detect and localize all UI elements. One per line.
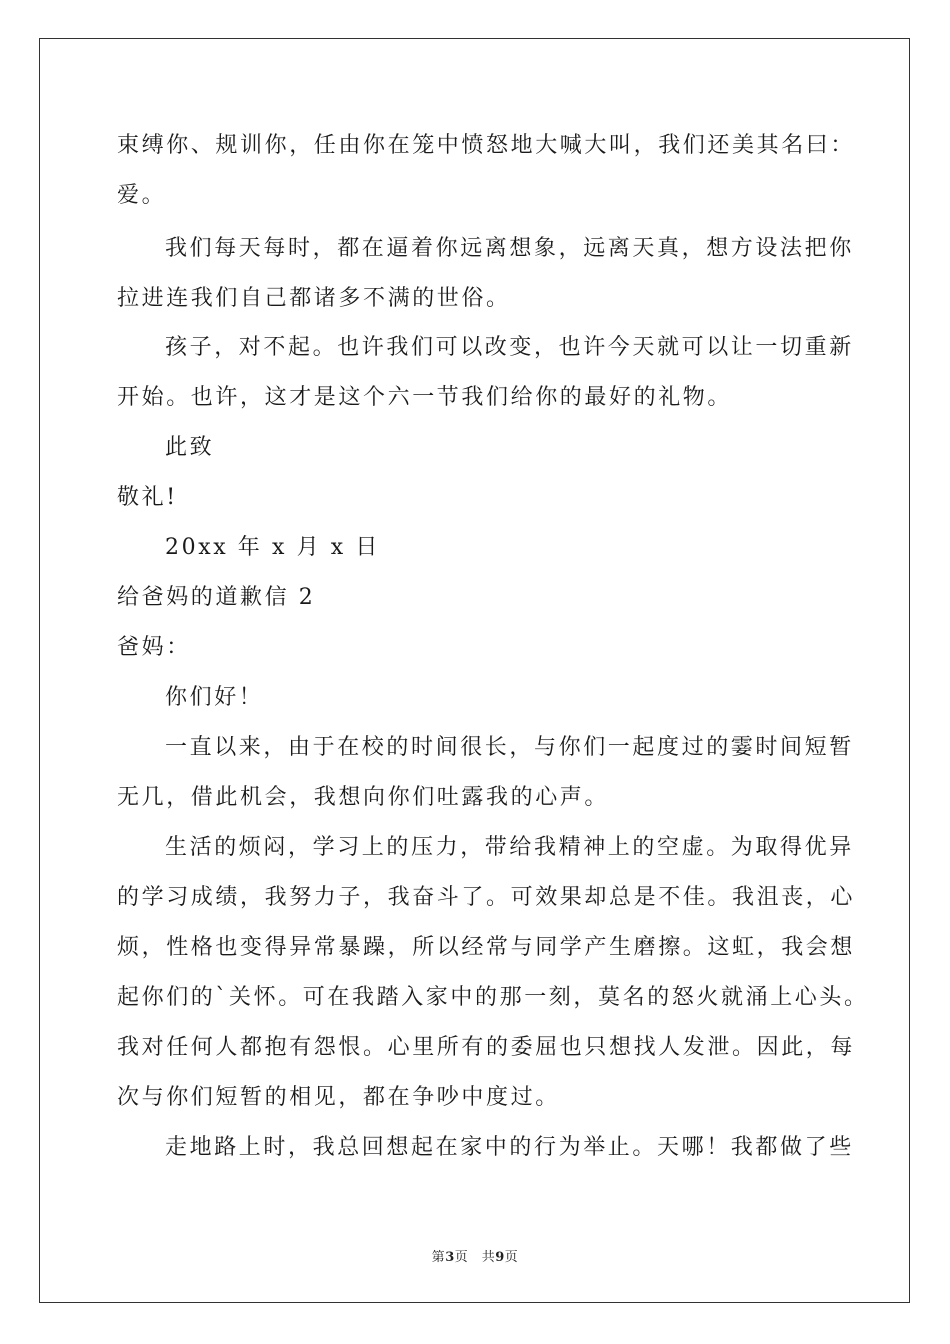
text-line: 走地路上时，我总回想起在家中的行为举止。天哪！我都做了些	[165, 1135, 854, 1160]
letter-title: 给爸妈的道歉信 2	[117, 585, 316, 610]
page-number-footer	[0, 1246, 950, 1265]
page-mid: 页 共	[454, 1250, 496, 1265]
text-line: 开始。也许，这才是这个六一节我们给你的最好的礼物。	[117, 385, 733, 410]
closing-salutation: 此致	[165, 435, 215, 460]
text-line: 无几，借此机会，我想向你们吐露我的心声。	[117, 785, 610, 810]
current-page-number: 3	[445, 1250, 455, 1265]
text-line: 爱。	[117, 183, 167, 208]
text-line: 次与你们短暂的相见，都在争吵中度过。	[117, 1085, 560, 1110]
page-prefix: 第	[431, 1250, 446, 1265]
total-page-number: 9	[495, 1250, 505, 1265]
text-line: 我们每天每时，都在逼着你远离想象，远离天真，想方设法把你	[165, 236, 854, 261]
text-line: 烦，性格也变得异常暴躁，所以经常与同学产生磨擦。这虹，我会想	[117, 935, 856, 960]
text-line: 我对任何人都抱有怨恨。心里所有的委屈也只想找人发泄。因此，每	[117, 1035, 856, 1060]
text-line: 拉进连我们自己都诸多不满的世俗。	[117, 286, 511, 311]
text-line: 一直以来，由于在校的时间很长，与你们一起度过的霎时间短暂	[165, 735, 854, 760]
text-line: 生活的烦闷，学习上的压力，带给我精神上的空虚。为取得优异	[165, 835, 854, 860]
text-line: 孩子，对不起。也许我们可以改变，也许今天就可以让一切重新	[165, 335, 854, 360]
letter-greeting: 爸妈：	[117, 635, 191, 660]
closing-regards: 敬礼!	[117, 485, 178, 510]
text-line: 束缚你、规训你，任由你在笼中愤怒地大喊大叫，我们还美其名曰：	[117, 133, 856, 158]
text-line: 起你们的`关怀。可在我踏入家中的那一刻，莫名的怒火就涌上心头。	[117, 985, 869, 1010]
text-line: 你们好！	[165, 685, 264, 710]
letter-date: 20xx 年 x 月 x 日	[165, 535, 380, 560]
text-line: 的学习成绩，我努力子，我奋斗了。可效果却总是不佳。我沮丧，心	[117, 885, 856, 910]
page-suffix: 页	[504, 1250, 519, 1265]
